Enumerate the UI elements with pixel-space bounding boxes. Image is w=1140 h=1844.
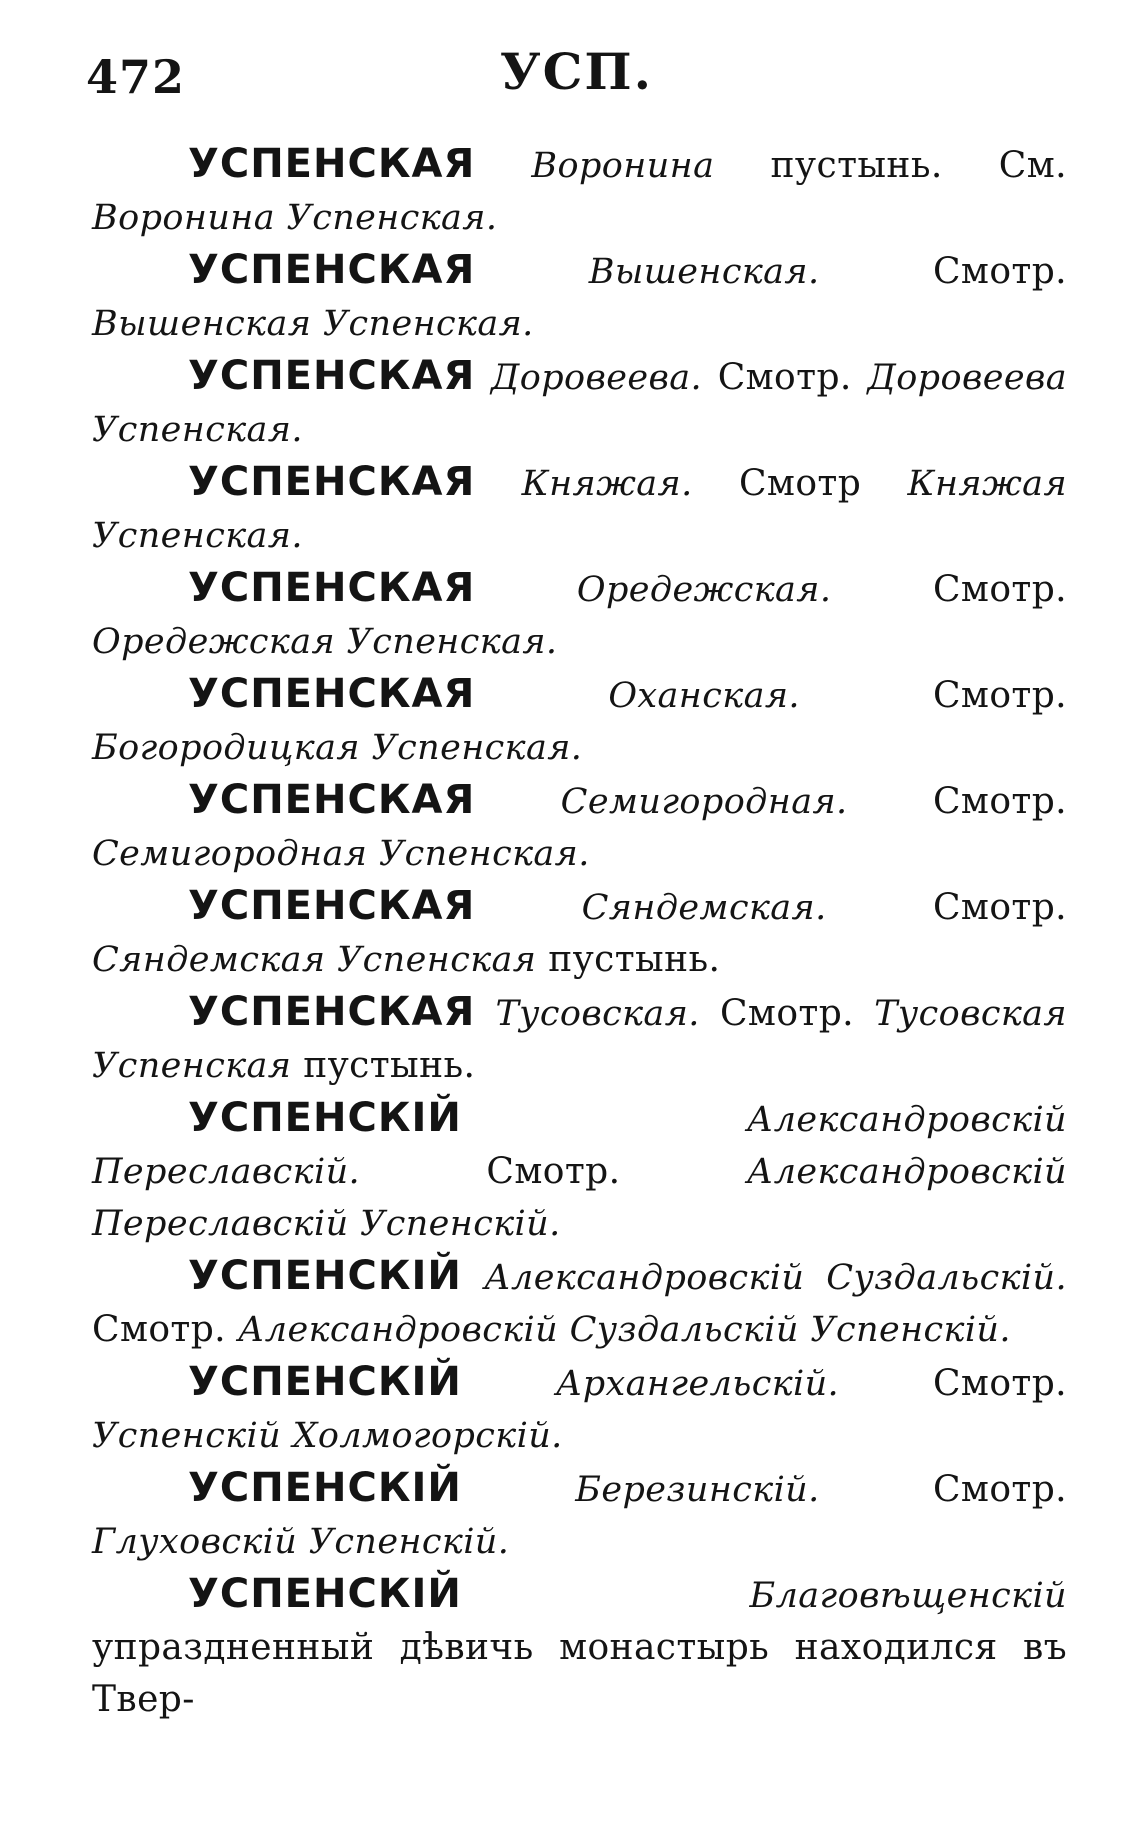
entry-italic-text: Тусовская. xyxy=(495,994,700,1034)
entry-headword: УСПЕНСКІЙ xyxy=(188,1095,462,1141)
page-header xyxy=(86,42,1066,112)
entry-plain-text: пустынь. xyxy=(548,939,721,980)
entry-headword: УСПЕНСКАЯ xyxy=(188,671,476,717)
entry-headword: УСПЕНСКАЯ xyxy=(188,247,476,293)
dictionary-entry xyxy=(92,774,1067,880)
entry-headword: УСПЕНСКАЯ xyxy=(188,459,476,505)
entry-italic-text: Воронина xyxy=(531,146,715,186)
entry-italic-text: Александровскій Суздальскій. xyxy=(484,1258,1067,1298)
entry-plain-text: Смотр. xyxy=(717,357,852,398)
entry-italic-text: Сяндемская Успенская xyxy=(92,940,537,980)
entry-italic-text: Семигородная. xyxy=(560,782,848,822)
entry-italic-text: Воронина Успенская. xyxy=(92,198,498,238)
entry-italic-text: Глуховскій Успенскій. xyxy=(92,1522,510,1562)
entry-headword: УСПЕНСКІЙ xyxy=(188,1253,462,1299)
entry-italic-text: Березинскій. xyxy=(575,1470,820,1510)
entry-italic-text: Александровскій Переславскій. xyxy=(92,1100,1067,1192)
entry-plain-text: Смотр. xyxy=(719,993,854,1034)
entry-plain-text: Смотр. xyxy=(932,675,1067,716)
dictionary-entry xyxy=(92,1568,1067,1726)
entry-italic-text: Архангельскій. xyxy=(555,1364,840,1404)
dictionary-entry xyxy=(92,1462,1067,1568)
dictionary-entry xyxy=(92,456,1067,562)
entry-plain-text: Смотр. xyxy=(932,781,1067,822)
entry-headword: УСПЕНСКІЙ xyxy=(188,1465,462,1511)
dictionary-entry xyxy=(92,1356,1067,1462)
entry-headword: УСПЕНСКАЯ xyxy=(188,989,476,1035)
dictionary-entry xyxy=(92,668,1067,774)
entry-headword: УСПЕНСКАЯ xyxy=(188,883,476,929)
entry-plain-text: Смотр. xyxy=(486,1151,621,1192)
entry-headword: УСПЕНСКАЯ xyxy=(188,565,476,611)
entry-plain-text: Смотр. xyxy=(932,251,1068,292)
entry-italic-text: Княжая. xyxy=(521,464,693,504)
dictionary-entry xyxy=(92,986,1067,1092)
entry-plain-text: Смотр. xyxy=(92,1309,227,1350)
entry-italic-text: Вышенская Успенская. xyxy=(92,304,534,344)
entry-italic-text: Княжая Успенская. xyxy=(92,464,1068,556)
dictionary-entry xyxy=(92,244,1067,350)
entry-italic-text: Оредежская. xyxy=(576,570,832,610)
entry-italic-text: Благовѣщенскій xyxy=(749,1576,1067,1616)
dictionary-entries xyxy=(92,138,1067,1726)
entry-italic-text: Александровскій Суздальскій Успенскій. xyxy=(237,1310,1011,1350)
entry-headword: УСПЕНСКАЯ xyxy=(188,777,476,823)
entry-headword: УСПЕНСКІЙ xyxy=(188,1359,462,1405)
page-number: 472 xyxy=(86,50,186,104)
entry-plain-text: пустынь. xyxy=(303,1045,476,1086)
entry-italic-text: Сяндемская. xyxy=(581,888,827,928)
entry-italic-text: Тусовская Успенская xyxy=(92,994,1067,1086)
dictionary-entry xyxy=(92,562,1067,668)
running-head: УСП. xyxy=(500,42,653,101)
entry-headword: УСПЕНСКІЙ xyxy=(188,1571,462,1617)
dictionary-entry xyxy=(92,880,1067,986)
dictionary-entry xyxy=(92,1250,1067,1356)
entry-plain-text: Смотр. xyxy=(932,569,1067,610)
entry-plain-text: Смотр. xyxy=(932,1363,1068,1404)
dictionary-entry xyxy=(92,138,1067,244)
entry-italic-text: Богородицкая Успенская. xyxy=(92,728,583,768)
entry-plain-text: Смотр. xyxy=(932,887,1067,928)
entry-italic-text: Успенскій Холмогорскій. xyxy=(92,1416,563,1456)
entry-plain-text: упраздненный дѣвичь монастырь находился въ Твер- xyxy=(92,1627,1067,1720)
entry-italic-text: Доровеева. xyxy=(490,358,703,398)
entry-italic-text: Александровскій Переславскій Успенскій. xyxy=(92,1152,1067,1244)
entry-italic-text: Оредежская Успенская. xyxy=(92,622,558,662)
dictionary-entry xyxy=(92,350,1067,456)
entry-italic-text: Доровеева Успенская. xyxy=(92,358,1067,450)
entry-italic-text: Семигородная Успенская. xyxy=(92,834,590,874)
entry-italic-text: Вышенская. xyxy=(588,252,820,292)
entry-headword: УСПЕНСКАЯ xyxy=(188,353,476,399)
entry-plain-text: пустынь. См. xyxy=(770,145,1067,186)
entry-headword: УСПЕНСКАЯ xyxy=(188,141,476,187)
dictionary-entry xyxy=(92,1092,1067,1250)
entry-plain-text: Смотр. xyxy=(932,1469,1068,1510)
entry-plain-text: Смотр xyxy=(738,463,862,504)
entry-italic-text: Оханская. xyxy=(608,676,800,716)
